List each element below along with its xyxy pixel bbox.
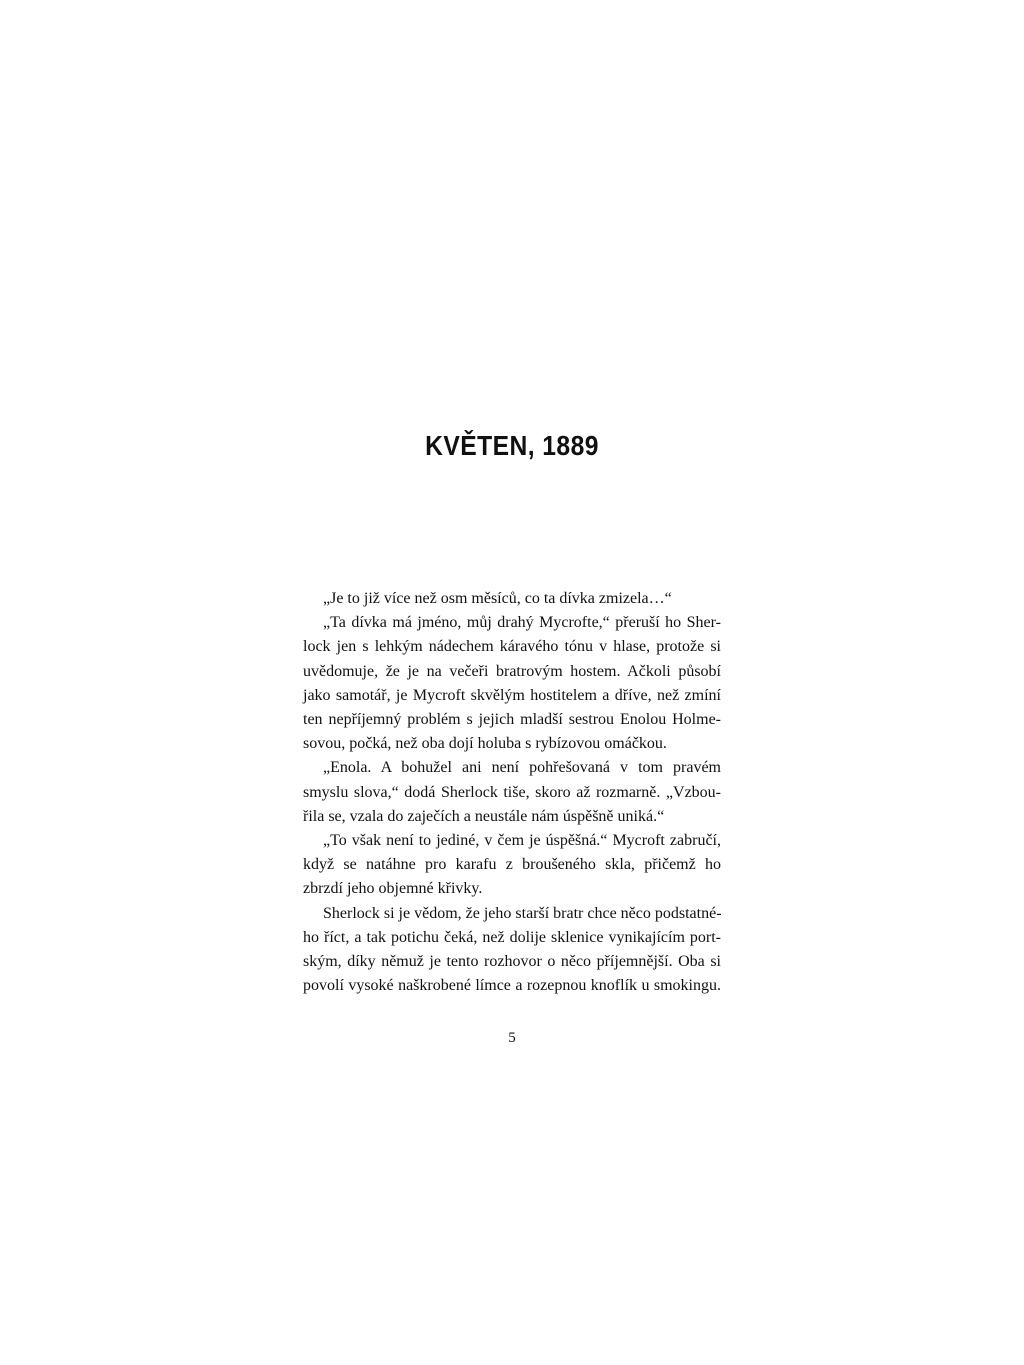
chapter-title: KVĚTEN, 1889 xyxy=(425,430,599,461)
paragraph xyxy=(303,756,721,829)
text-line: ten nepříjemný problém s jejich mladší sestrou Enolou Holme- xyxy=(303,711,721,729)
page-number: 5 xyxy=(508,1030,516,1046)
text-line: povolí vysoké naškrobené límce a rozepnou knoflík u smokingu. xyxy=(303,977,721,995)
text-line: když se natáhne pro karafu z broušeného skla, přičemž ho xyxy=(303,856,721,874)
text-line: sovou, počká, než oba dojí holuba s rybízovou omáčkou. xyxy=(303,735,667,753)
text-line: „Je to již více než osm měsíců, co ta dívka zmizela…“ xyxy=(323,590,672,607)
text-line: Sherlock si je vědom, že jeho starší bratr chce něco podstatné- xyxy=(323,904,722,922)
text-line: ským, díky němuž je tento rozhovor o něco příjemnější. Oba si xyxy=(303,953,721,971)
paragraph xyxy=(303,611,721,756)
body-text xyxy=(303,587,721,998)
text-line: „Enola. A bohužel ani není pohřešovaná v tom pravém xyxy=(323,759,721,777)
text-line: „To však není to jediné, v čem je úspěšná.“ Mycroft zabručí, xyxy=(323,832,721,850)
paragraph xyxy=(303,829,721,902)
text-line: lock jen s lehkým nádechem káravého tónu v hlase, protože si xyxy=(303,638,721,656)
paragraph xyxy=(303,587,721,611)
text-line: uvědomuje, že je na večeři bratrovým hostem. Ačkoli působí xyxy=(303,662,721,680)
text-line: řila se, vzala do zaječích a neustále nám úspěšně uniká.“ xyxy=(303,807,665,825)
text-line: „Ta dívka má jméno, můj drahý Mycrofte,“ přeruší ho Sher- xyxy=(323,614,721,632)
text-line: zbrzdí jeho objemné křivky. xyxy=(303,880,483,898)
text-line: jako samotář, je Mycroft skvělým hostitelem a dříve, než zmíní xyxy=(303,686,721,704)
text-line: smyslu slova,“ dodá Sherlock tiše, skoro až rozmarně. „Vzbou- xyxy=(303,783,721,801)
text-line: ho říct, a tak potichu čeká, než dolije sklenice vynikajícím port- xyxy=(303,928,721,946)
paragraph xyxy=(303,902,721,999)
